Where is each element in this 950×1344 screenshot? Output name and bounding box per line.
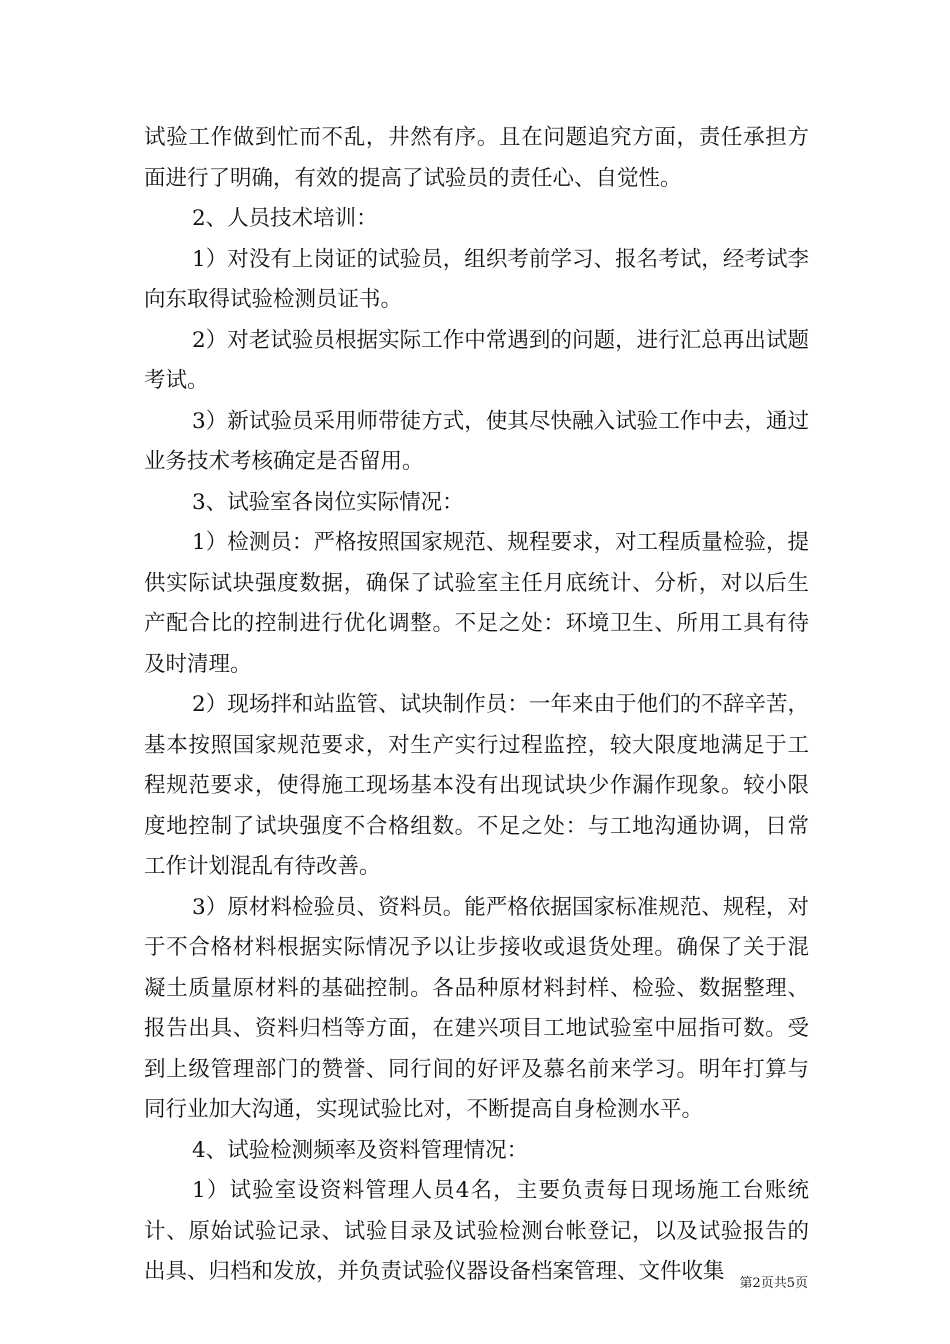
paragraph: 3）原材料检验员、资料员。能严格依据国家标准规范、规程，对于不合格材料根据实际情况予以让步接收或退货处理。确保了关于混凝土质量原材料的基础控制。各品种原材料封样、检验、数据整理、报告出具、资料归档等方面，在建兴项目工地试验室中屈指可数。受到上级管理部门的赞誉、同行间的好评及慕名前来学习。明年打算与同行业加大沟通，实现试验比对，不断提高自身检测水平。 [144,894,809,1122]
paragraph: 1）对没有上岗证的试验员，组织考前学习、报名考试，经考试李向东取得试验检测员证书。 [144,246,809,312]
paragraph: 2）现场拌和站监管、试块制作员：一年来由于他们的不辞辛苦，基本按照国家规范要求，对生产实行过程监控，较大限度地满足于工程规范要求，使得施工现场基本没有出现试块少作漏作现象。较小限度地控制了试块强度不合格组数。不足之处：与工地沟通协调，日常工作计划混乱有待改善。 [144,692,809,879]
paragraph: 3、试验室各岗位实际情况： [192,489,464,515]
paragraph: 2）对老试验员根据实际工作中常遇到的问题，进行汇总再出试题考试。 [144,327,809,393]
paragraph: 1）检测员：严格按照国家规范、规程要求，对工程质量检验，提供实际试块强度数据，确保了试验室主任月底统计、分析，对以后生产配合比的控制进行优化调整。不足之处：环境卫生、所用工具有待及时清理。 [144,530,809,677]
paragraph: 4、试验检测频率及资料管理情况： [192,1137,529,1163]
document-body [144,118,809,1293]
paragraph: 3）新试验员采用师带徒方式，使其尽快融入试验工作中去，通过业务技术考核确定是否留用。 [144,408,809,474]
paragraph: 2、人员技术培训： [192,206,378,231]
page-number-footer: 第2页共5页 [739,1276,808,1291]
paragraph: 1）试验室设资料管理人员4名，主要负责每日现场施工台账统计、原始试验记录、试验目录及试验检测台帐登记，以及试验报告的出具、归档和发放，并负责试验仪器设备档案管理、文件收集 [144,1178,809,1284]
paragraph: 试验工作做到忙而不乱，井然有序。且在问题追究方面，责任承担方面进行了明确，有效的提高了试验员的责任心、自觉性。 [144,125,809,191]
